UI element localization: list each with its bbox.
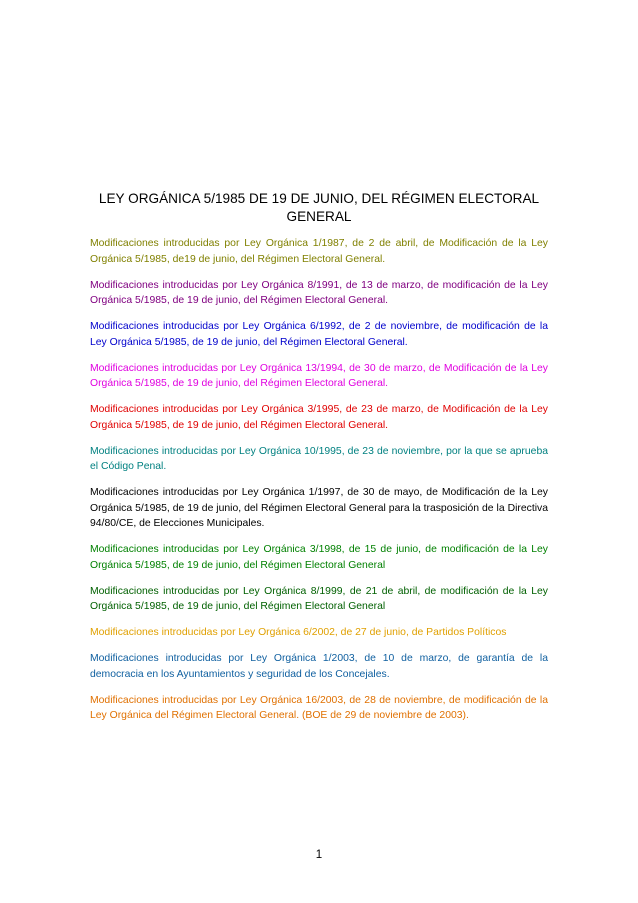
modification-item: Modificaciones introducidas por Ley Orgánica 1/1987, de 2 de abril, de Modificación de la Ley Orgánica 5/1985, de19 de junio, del Régimen Electoral General.: [90, 238, 548, 265]
modification-item: Modificaciones introducidas por Ley Orgánica 8/1991, de 13 de marzo, de modificación de la Ley Orgánica 5/1985, de 19 de junio, del Régimen Electoral General.: [90, 279, 548, 306]
page-number: 1: [315, 849, 323, 861]
modification-item: Modificaciones introducidas por Ley Orgánica 13/1994, de 30 de marzo, de Modificación de la Ley Orgánica 5/1985, de 19 de junio, del Régimen Electoral General.: [90, 362, 548, 389]
document-title: LEY ORGÁNICA 5/1985 DE 19 DE JUNIO, DEL RÉGIMEN ELECTORAL GENERAL: [98, 191, 540, 224]
modification-item: Modificaciones introducidas por Ley Orgánica 6/1992, de 2 de noviembre, de modificación de la Ley Orgánica 5/1985, de 19 de junio, del Régimen Electoral General.: [90, 321, 548, 348]
modification-item: Modificaciones introducidas por Ley Orgánica 3/1998, de 15 de junio, de modificación de la Ley Orgánica 5/1985, de 19 de junio, del Régimen Electoral General: [90, 544, 548, 571]
modification-item: Modificaciones introducidas por Ley Orgánica 6/2002, de 27 de junio, de Partidos Políticos: [90, 627, 507, 638]
modification-item: Modificaciones introducidas por Ley Orgánica 1/2003, de 10 de marzo, de garantía de la democracia en los Ayuntamientos y seguridad de los Concejales.: [90, 653, 548, 680]
modifications-list: [90, 236, 548, 734]
modification-item: Modificaciones introducidas por Ley Orgánica 10/1995, de 23 de noviembre, por la que se aprueba el Código Penal.: [90, 445, 548, 472]
modification-item: Modificaciones introducidas por Ley Orgánica 1/1997, de 30 de mayo, de Modificación de la Ley Orgánica 5/1985, de 19 de junio, del Régimen Electoral General para la trasposición de la Directiva 94/80/CE, de Elecciones Municipales.: [90, 487, 548, 529]
modification-item: Modificaciones introducidas por Ley Orgánica 3/1995, de 23 de marzo, de Modificación de la Ley Orgánica 5/1985, de 19 de junio, del Régimen Electoral General.: [90, 404, 548, 431]
modification-item: Modificaciones introducidas por Ley Orgánica 8/1999, de 21 de abril, de modificación de la Ley Orgánica 5/1985, de 19 de junio, del Régimen Electoral General: [90, 585, 548, 612]
modification-item: Modificaciones introducidas por Ley Orgánica 16/2003, de 28 de noviembre, de modificación de la Ley Orgánica del Régimen Electoral General. (BOE de 29 de noviembre de 2003).: [90, 694, 548, 721]
